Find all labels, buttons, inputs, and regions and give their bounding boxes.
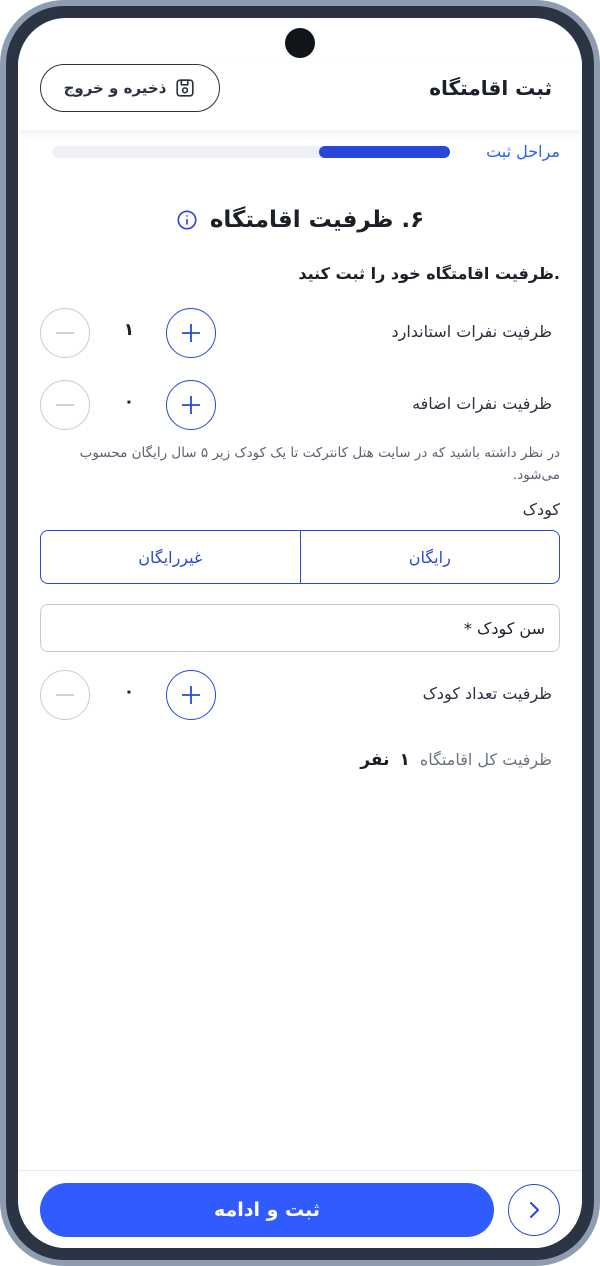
- save-exit-button[interactable]: [40, 64, 220, 112]
- total-capacity-value: ۱: [399, 750, 410, 770]
- standard-capacity-stepper: [40, 308, 560, 360]
- info-icon[interactable]: [176, 209, 198, 231]
- save-exit-label: ذخیره و خروج: [63, 79, 167, 97]
- plus-icon: [179, 393, 203, 417]
- minus-icon: [53, 683, 77, 707]
- extra-capacity-value: ۰: [123, 392, 135, 412]
- next-arrow-button[interactable]: [508, 1184, 560, 1236]
- footer-bar: [18, 1170, 582, 1248]
- plus-icon: [179, 321, 203, 345]
- plus-icon: [179, 683, 203, 707]
- section-heading: [18, 202, 582, 238]
- submit-continue-button[interactable]: ثبت و ادامه: [40, 1183, 494, 1237]
- total-capacity: [360, 750, 552, 770]
- minus-icon: [53, 393, 77, 417]
- section-subtitle: ظرفیت اقامتگاه خود را ثبت کنید.: [298, 264, 560, 283]
- save-icon: [174, 77, 196, 99]
- child-count-label: ظرفیت تعداد کودک: [422, 684, 552, 703]
- extra-capacity-stepper: [40, 380, 560, 432]
- total-capacity-label: ظرفیت کل اقامتگاه: [419, 750, 552, 769]
- app-screen: [18, 18, 582, 1248]
- section-title: ۶. ظرفیت اقامتگاه: [209, 207, 425, 233]
- minus-icon: [53, 321, 77, 345]
- progress-bar: [52, 146, 450, 158]
- child-label: کودک: [522, 500, 560, 519]
- child-age-input[interactable]: [40, 604, 560, 652]
- extra-minus-button[interactable]: [40, 380, 90, 430]
- steps-link[interactable]: مراحل ثبت: [486, 142, 560, 161]
- extra-plus-button[interactable]: [166, 380, 216, 430]
- standard-plus-button[interactable]: [166, 308, 216, 358]
- page-title: ثبت اقامتگاه: [429, 76, 552, 100]
- app-header: [18, 58, 582, 130]
- child-minus-button[interactable]: [40, 670, 90, 720]
- chevron-right-icon: [522, 1198, 546, 1222]
- standard-capacity-value: ۱: [123, 320, 135, 340]
- standard-minus-button[interactable]: [40, 308, 90, 358]
- progress-fill: [319, 146, 450, 158]
- toggle-paid[interactable]: غیررایگان: [138, 547, 203, 567]
- child-plus-button[interactable]: [166, 670, 216, 720]
- child-fee-toggle: [40, 530, 560, 584]
- extra-capacity-label: ظرفیت نفرات اضافه: [412, 394, 552, 413]
- total-capacity-unit: نفر: [360, 750, 390, 770]
- child-policy-note: در نظر داشته باشید که در سایت هتل کانترکت تا یک کودک زیر ۵ سال رایگان محسوب می‌شود.: [79, 445, 560, 483]
- child-count-stepper: [40, 670, 560, 722]
- standard-capacity-label: ظرفیت نفرات استاندارد: [391, 322, 552, 341]
- child-count-value: ۰: [123, 682, 135, 702]
- camera-notch: [285, 28, 315, 58]
- toggle-free[interactable]: رایگان: [300, 531, 560, 583]
